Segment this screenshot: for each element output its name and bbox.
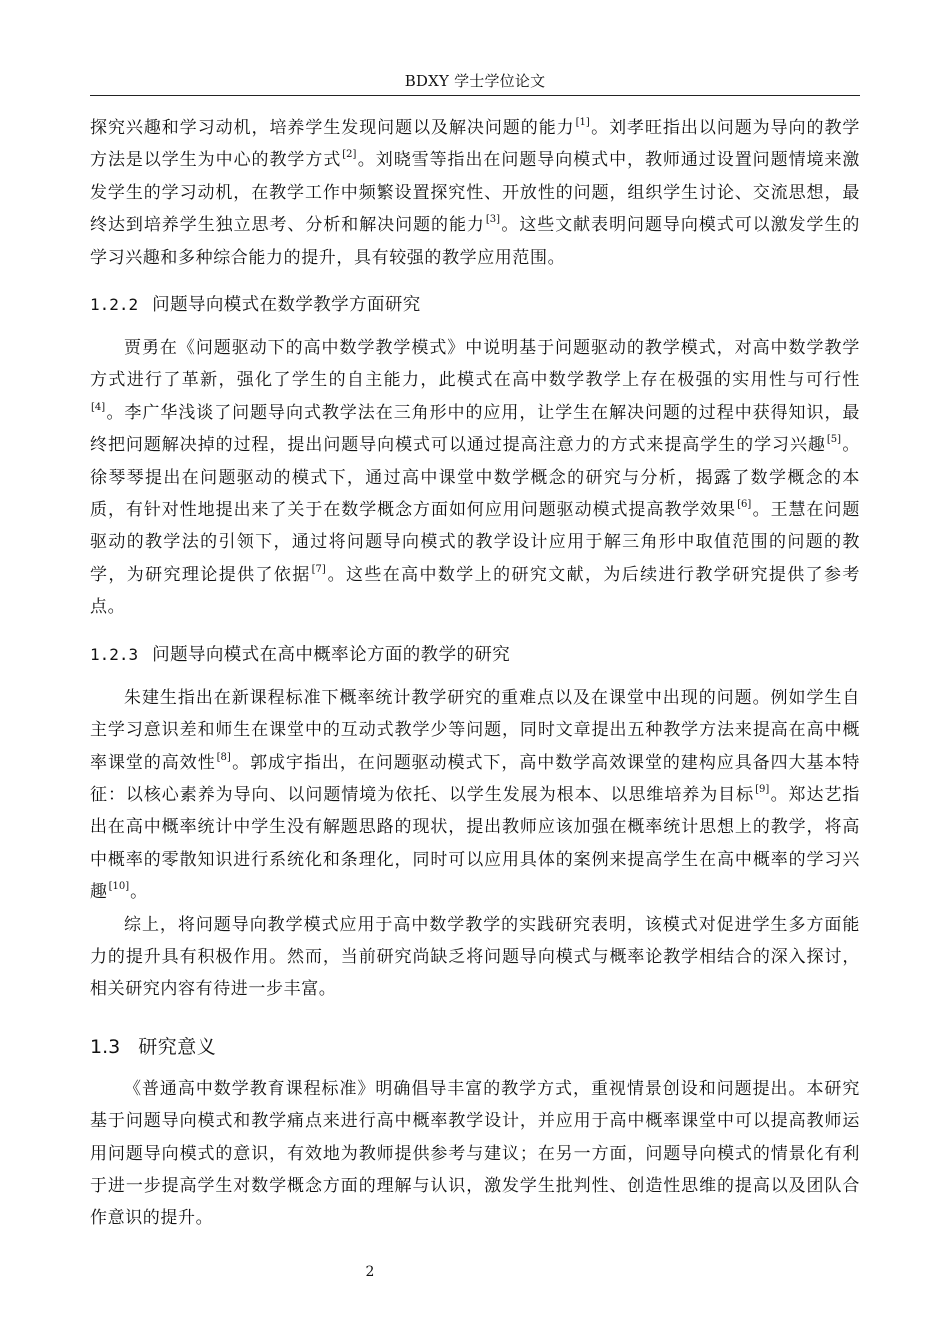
text-run: 。王慧在问题驱动的教学法的引领下，通过将问题导向模式的教学设计应用于解三角形中取值范围的问题的教学，为研究理论提供了依据 (90, 500, 860, 585)
citation-8: [8] (216, 751, 231, 763)
citation-10: [10] (108, 881, 130, 893)
running-header: BDXY 学士学位论文 (404, 72, 546, 90)
text-run: 朱建生指出在新课程标准下概率统计教学研究的重难点以及在课堂中出现的问题。例如学生自主学习意识差和师生在课堂中的互动式教学少等问题，同时文章提出五种教学方法来提高在高中概率课堂的高效性 (90, 687, 860, 773)
heading-title: 问题导向模式在数学教学方面研究 (152, 295, 421, 316)
heading-1-2-3 (90, 641, 860, 666)
text-run: 。徐琴琴提出在问题驱动的模式下，通过高中课堂中数学概念的研究与分析，揭露了数学概念的本质，有针对性地提出来了关于在数学概念方面如何应用问题驱动模式提高教学效果 (90, 435, 860, 521)
heading-1-2-2 (90, 291, 860, 316)
paragraph-1-2-3-b: 综上，将问题导向教学模式应用于高中数学教学的实践研究表明，该模式对促进学生多方面能力的提升具有积极作用。然而，当前研究尚缺乏将问题导向模式与概率论教学相结合的深入探讨，相关研究内容有待进一步丰富。 (90, 914, 860, 1000)
page-content (90, 112, 860, 1235)
thesis-page (90, 0, 860, 1344)
heading-1-3 (90, 1032, 860, 1059)
heading-number: 1.2.3 (90, 644, 139, 664)
citation-2: [2] (342, 149, 357, 161)
text-run: 。郑达艺指出在高中概率统计中学生没有解题思路的现状，提出教师应该加强在概率统计思想上的教学，将高中概率的零散知识进行系统化和条理化，同时可以应用具体的案例来提高学生在高中概率的学习兴趣 (90, 784, 861, 903)
citation-4: [4] (91, 401, 106, 413)
page-number: 2 (365, 1264, 375, 1280)
heading-title: 问题导向模式在高中概率论方面的教学的研究 (152, 644, 511, 665)
text-run: 。这些在高中数学上的研究文献，为后续进行教学研究提供了参考点。 (90, 564, 860, 618)
intro-paragraph (90, 112, 860, 274)
text-run: 贾勇在《问题驱动下的高中数学教学模式》中说明基于问题驱动的教学模式，对高中数学教学方式进行了革新，强化了学生的自主能力，此模式在高中数学教学上存在极强的实用性与可行性 (90, 338, 860, 391)
citation-6: [6] (737, 499, 752, 511)
text-run: 。刘晓雪等指出在问题导向模式中，教师通过设置问题情境来激发学生的学习动机，在教学工作中频繁设置探究性、开放性的问题，组织学生讨论、交流思想，最终达到培养学生独立思考、分析和解决问题的能力 (90, 150, 860, 236)
citation-9: [9] (755, 783, 770, 795)
citation-5: [5] (826, 434, 842, 446)
text-run: 探究兴趣和学习动机，培养学生发现问题以及解决问题的能力 (90, 118, 575, 138)
citation-3: [3] (485, 214, 501, 226)
text-run: 。 (130, 882, 148, 903)
header-rule (90, 95, 860, 96)
paragraph-1-2-2 (90, 332, 860, 624)
text-run: 。刘孝旺指出以问题为导向的教学方法是以学生为中心的教学方式 (90, 118, 861, 171)
heading-title: 研究意义 (138, 1035, 217, 1058)
paragraph-1-3: 《普通高中数学教育课程标准》明确倡导丰富的教学方式，重视情景创设和问题提出。本研究基于问题导向模式和教学痛点来进行高中概率教学设计，并应用于高中概率课堂中可以提高教师运用问题导向模式的意识，有效地为教师提供参考与建议；在另一方面，问题导向模式的情景化有利于进一步提高学生对数学概念方面的理解与认识，激发学生批判性、创造性思维的提高以及团队合作意识的提升。 (90, 1078, 860, 1229)
paragraph-1-2-3-a (90, 682, 860, 909)
citation-7: [7] (311, 563, 326, 575)
text-run: 。郭成宇指出，在问题驱动模式下，高中数学高效课堂的建构应具备四大基本特征：以核心素养为导向、以问题情境为依托、以学生发展为根本、以思维培养为目标 (90, 752, 860, 805)
heading-number: 1.2.2 (90, 295, 139, 315)
heading-number: 1.3 (90, 1035, 121, 1058)
text-run: 。这些文献表明问题导向模式可以激发学生的学习兴趣和多种综合能力的提升，具有较强的教学应用范围。 (90, 215, 860, 268)
text-run: 。李广华浅谈了问题导向式教学法在三角形中的应用，让学生在解决问题的过程中获得知识，最终把问题解决掉的过程，提出问题导向模式可以通过提高注意力的方式来提高学生的学习兴趣 (90, 402, 860, 456)
citation-1: [1] (575, 117, 590, 128)
